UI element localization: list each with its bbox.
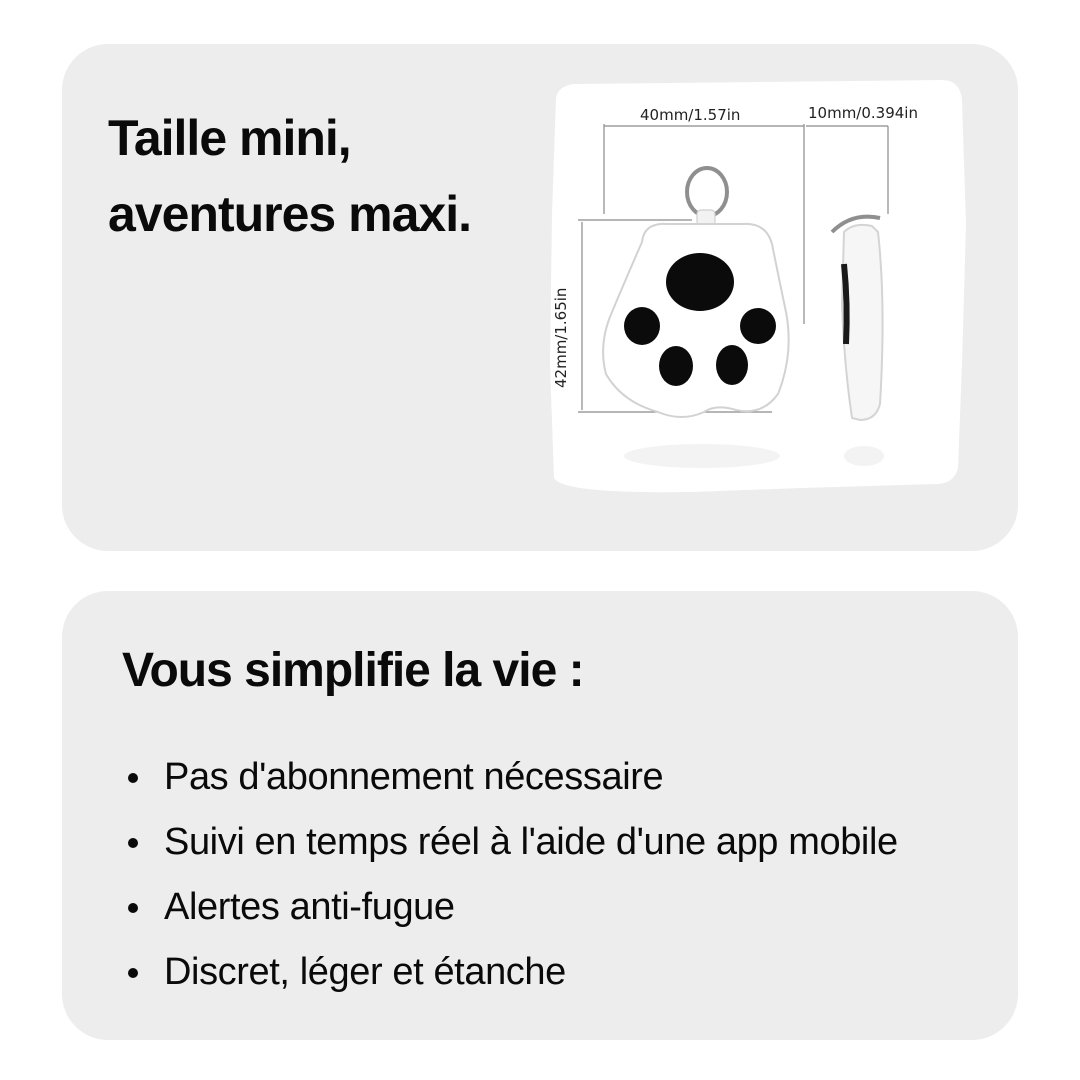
benefit-text: Suivi en temps réel à l'aide d'une app mobile — [164, 821, 898, 863]
headline-line-2: aventures maxi. — [108, 186, 471, 242]
bullet-icon — [128, 968, 138, 978]
side-pads — [844, 264, 847, 344]
benefits-card — [62, 591, 1018, 1040]
benefit-text: Discret, léger et étanche — [164, 951, 566, 993]
width-label: 40mm/1.57in — [640, 106, 741, 124]
bullet-icon — [128, 838, 138, 848]
list-item — [128, 875, 898, 940]
bullet-icon — [128, 773, 138, 783]
list-item — [128, 745, 898, 810]
paw-toe-right — [740, 308, 776, 344]
list-item — [128, 940, 898, 1005]
hero-card — [62, 44, 1018, 551]
paw-toe-lower-right — [716, 345, 748, 385]
benefit-text: Pas d'abonnement nécessaire — [164, 756, 664, 798]
front-reflection — [624, 444, 780, 468]
hero-headline — [108, 100, 471, 252]
side-reflection — [844, 446, 884, 466]
benefit-text: Alertes anti-fugue — [164, 886, 455, 928]
product-dimension-photo — [542, 64, 972, 514]
thickness-label: 10mm/0.394in — [808, 104, 918, 122]
benefits-title: Vous simplifie la vie : — [122, 644, 584, 697]
bullet-icon — [128, 903, 138, 913]
list-item — [128, 810, 898, 875]
paw-main-pad — [666, 253, 734, 311]
height-label: 42mm/1.65in — [552, 287, 570, 388]
paw-toe-lower-left — [659, 346, 693, 386]
paw-toe-left — [624, 307, 660, 345]
benefits-list — [128, 745, 898, 1005]
headline-line-1: Taille mini, — [108, 110, 351, 166]
